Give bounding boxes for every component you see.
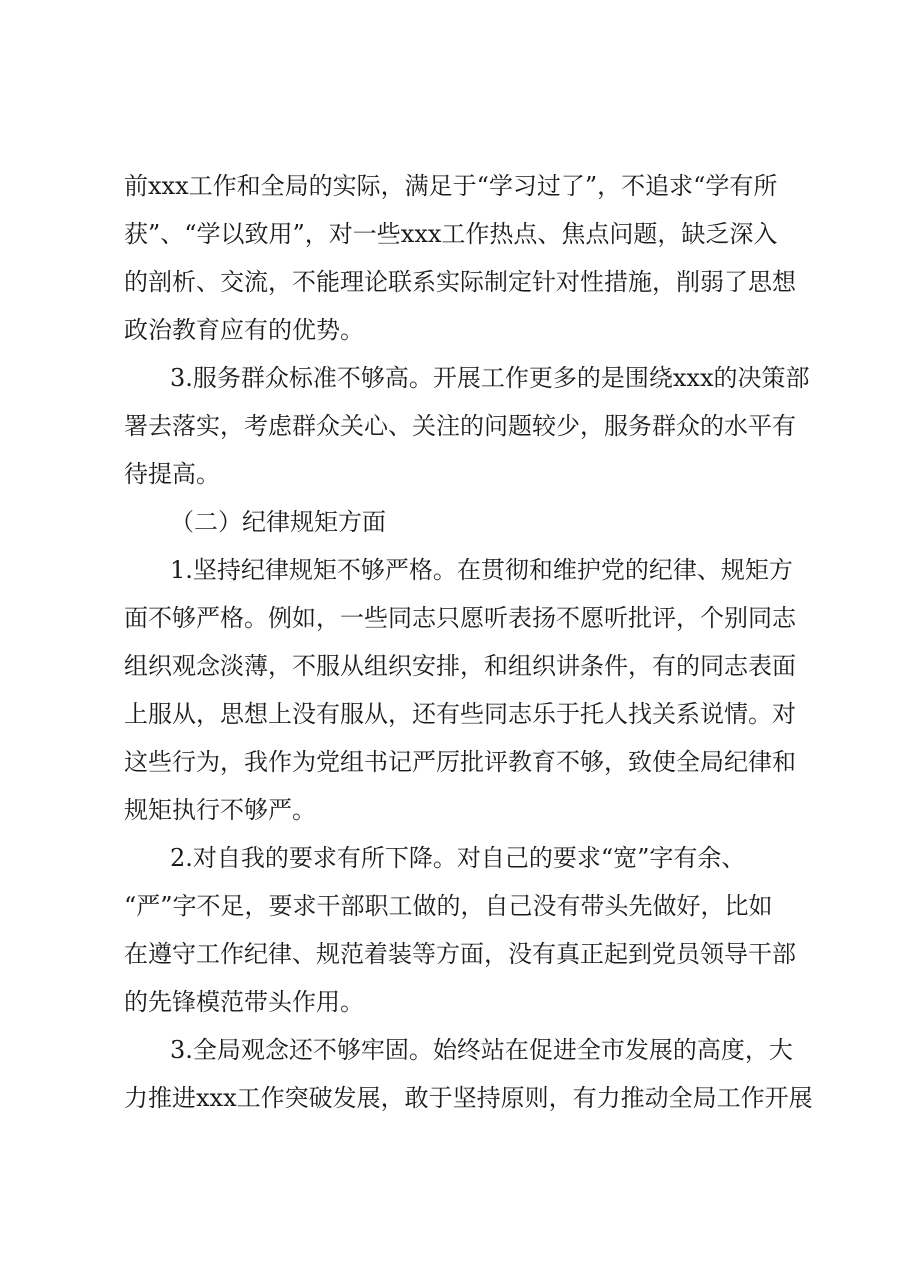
text-line: 政治教育应有的优势。 bbox=[124, 316, 364, 344]
text-line: 前xxx工作和全局的实际，满足于“学习过了”，不追求“学有所 bbox=[124, 172, 778, 200]
text-line: 的剖析、交流，不能理论联系实际制定针对性措施，削弱了思想 bbox=[124, 268, 796, 296]
text-line: 3.全局观念还不够牢固。始终站在促进全市发展的高度，大 bbox=[170, 1036, 793, 1064]
text-line: 署去落实，考虑群众关心、关注的问题较少，服务群众的水平有 bbox=[124, 412, 796, 440]
section-heading: （二）纪律规矩方面 bbox=[170, 508, 386, 536]
text-line: 力推进xxx工作突破发展，敢于坚持原则，有力推动全局工作开展 bbox=[124, 1084, 813, 1112]
text-line: “严”字不足，要求干部职工做的，自己没有带头先做好，比如 bbox=[124, 892, 773, 920]
text-line: 2.对自我的要求有所下降。对自己的要求“宽”字有余、 bbox=[170, 844, 746, 872]
text-line: 上服从，思想上没有服从，还有些同志乐于托人找关系说情。对 bbox=[124, 700, 796, 728]
text-line: 的先锋模范带头作用。 bbox=[124, 988, 364, 1016]
text-line: 组织观念淡薄，不服从组织安排，和组织讲条件，有的同志表面 bbox=[124, 652, 796, 680]
text-line: 在遵守工作纪律、规范着装等方面，没有真正起到党员领导干部 bbox=[124, 940, 796, 968]
text-line: 面不够严格。例如，一些同志只愿听表扬不愿听批评，个别同志 bbox=[124, 604, 796, 632]
text-line: 这些行为，我作为党组书记严厉批评教育不够，致使全局纪律和 bbox=[124, 748, 796, 776]
text-line: 规矩执行不够严。 bbox=[124, 796, 316, 824]
text-line: 获”、“学以致用”，对一些xxx工作热点、焦点问题，缺乏深入 bbox=[124, 220, 778, 248]
text-line: 1.坚持纪律规矩不够严格。在贯彻和维护党的纪律、规矩方 bbox=[170, 556, 793, 584]
text-line: 待提高。 bbox=[124, 460, 220, 488]
text-line: 3.服务群众标准不够高。开展工作更多的是围绕xxx的决策部 bbox=[170, 364, 810, 392]
